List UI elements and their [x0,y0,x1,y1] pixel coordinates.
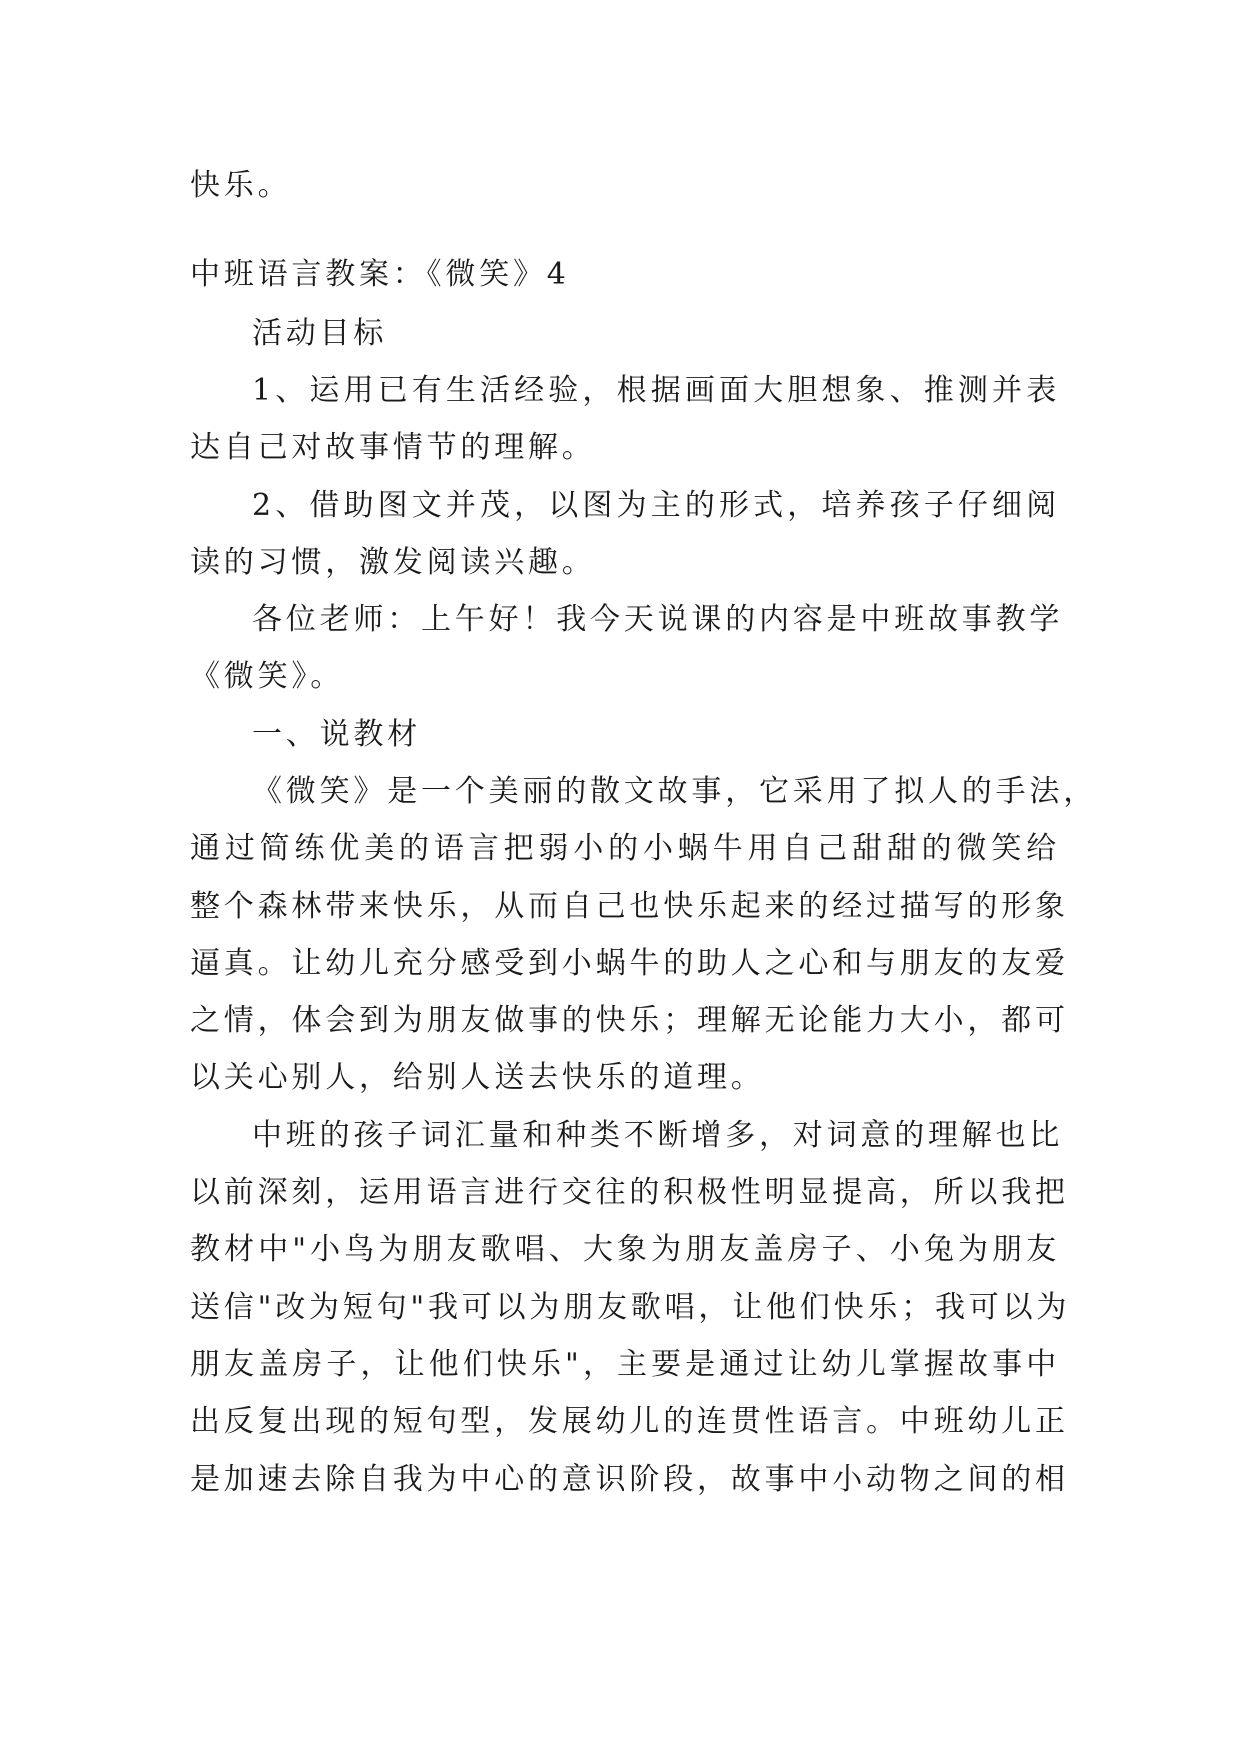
paragraph-1-line-3: 整个森林带来快乐，从而自己也快乐起来的经过描写的形象 [190,889,1069,924]
goal-2-line-2: 读的习惯，激发阅读兴趣。 [190,545,596,580]
section-heading-material: 一、说教材 [252,717,421,752]
paragraph-2-line-1: 中班的孩子词汇量和种类不断增多，对词意的理解也比 [252,1118,1064,1153]
paragraph-2-line-5: 朋友盖房子，让他们快乐"，主要是通过让幼儿掌握故事中 [190,1347,1060,1382]
section-heading-goals: 活动目标 [252,316,388,351]
paragraph-2-line-6: 出反复出现的短句型，发展幼儿的连贯性语言。中班幼儿正 [190,1404,1069,1439]
page-title: 中班语言教案：《微笑》4 [190,257,570,292]
paragraph-1-line-1: 《微笑》是一个美丽的散文故事，它采用了拟人的手法， [252,774,1097,809]
paragraph-2-line-3: 教材中"小鸟为朋友歌唱、大象为朋友盖房子、小兔为朋友 [190,1232,1060,1267]
paragraph-2-line-2: 以前深刻，运用语言进行交往的积极性明显提高，所以我把 [190,1175,1069,1210]
goal-1-line-2: 达自己对故事情节的理解。 [190,430,596,465]
paragraph-1-line-2: 通过简练优美的语言把弱小的小蜗牛用自己甜甜的微笑给 [190,831,1060,866]
closing-line: 快乐。 [190,168,292,203]
paragraph-1-line-4: 逼真。让幼儿充分感受到小蜗牛的助人之心和与朋友的友爱 [190,946,1069,981]
goal-1-line-1: 1、运用已有生活经验，根据画面大胆想象、推测并表 [252,373,1060,408]
paragraph-2-line-4: 送信"改为短句"我可以为朋友歌唱，让他们快乐；我可以为 [190,1290,1071,1325]
goal-2-line-1: 2、借助图文并茂，以图为主的形式，培养孩子仔细阅 [252,488,1060,523]
greeting-line-1: 各位老师：上午好！我今天说课的内容是中班故事教学 [252,602,1064,637]
paragraph-1-line-5: 之情，体会到为朋友做事的快乐；理解无论能力大小，都可 [190,1003,1069,1038]
paragraph-1-line-6: 以关心别人，给别人送去快乐的道理。 [190,1060,765,1095]
greeting-line-2: 《微笑》。 [190,659,344,694]
paragraph-2-line-7: 是加速去除自我为中心的意识阶段，故事中小动物之间的相 [190,1462,1069,1497]
